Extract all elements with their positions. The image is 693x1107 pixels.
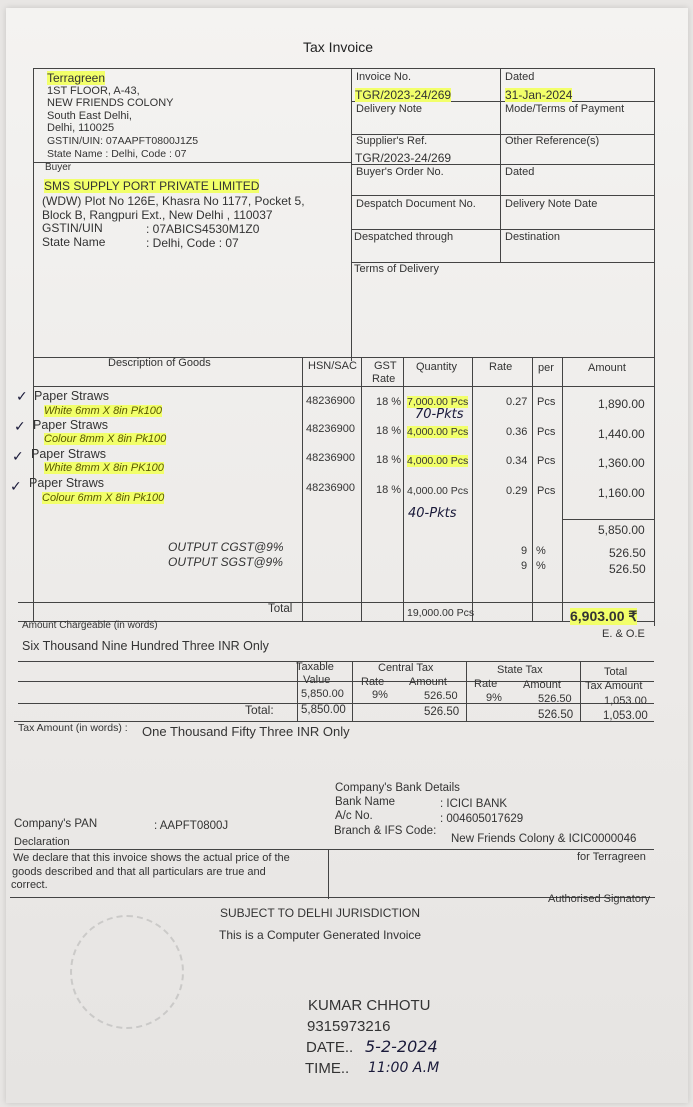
seller-address-line: Delhi, 110025 [47,122,115,134]
computer-generated: This is a Computer Generated Invoice [219,928,422,942]
tax-row-samt: 526.50 [538,693,572,705]
sgst-amount: 526.50 [609,562,646,576]
seller-state: State Name : Delhi, Code : 07 [47,148,187,160]
handwritten-note: 70-Pkts [415,407,464,422]
despatch-document-label: Despatch Document No. [356,198,476,210]
total-amount: 6,903.00 ₹ [570,608,638,624]
other-reference-label: Other Reference(s) [505,135,600,147]
total-tax-head: Total [604,666,628,678]
header-divider [351,68,352,361]
tax-totals-taxable: 5,850.00 [301,704,346,716]
check-mark-icon: ✓ [10,479,22,495]
item-per: Pcs [537,426,556,438]
item-hsn: 48236900 [306,423,355,435]
item-hsn: 48236900 [306,482,355,494]
check-mark-icon: ✓ [14,419,26,435]
item-gst: 18 % [376,396,402,408]
state-tax-head: State Tax [497,664,543,676]
buyer-gstin: : 07ABICS4530M1Z0 [146,222,260,236]
page-title: Tax Invoice [303,39,374,55]
pan-value: : AAPFT0800J [154,820,229,832]
tax-row-srate: 9% [486,692,502,704]
stamp-date-label: DATE.. [306,1039,354,1056]
frame-top [33,68,655,69]
seller-address-line: 1ST FLOOR, A-43, [47,85,140,97]
bank-title: Company's Bank Details [335,782,460,794]
central-amount-head: Amount [409,676,447,688]
item-name: Paper Straws [29,476,105,490]
vline [352,661,353,721]
item-hsn: 48236900 [306,395,355,407]
tax-row-taxable: 5,850.00 [301,688,344,700]
item-amount: 1,360.00 [598,456,645,470]
buyer-state-label: State Name [42,235,106,249]
tax-row-camt: 526.50 [424,690,458,702]
buyer-address-line: Block B, Rangpuri Ext., New Delhi , 110037 [42,208,273,222]
tax-totals-samt: 526.50 [538,709,574,721]
col-divider [472,357,473,622]
branch-label: Branch & IFS Code: [334,825,437,837]
col-gst: GST [374,360,397,372]
invoice-no: TGR/2023-24/269 [355,88,452,102]
item-rate: 0.29 [506,485,528,497]
tax-totals-label: Total: [245,703,274,717]
hline [351,229,654,230]
item-name: Paper Straws [31,447,107,461]
item-amount: 1,890.00 [598,397,645,411]
ac-no: : 004605017629 [440,813,524,825]
ac-no-label: A/c No. [335,810,373,822]
stamp-phone: 9315973216 [307,1018,391,1035]
item-gst: 18 % [376,425,402,437]
item-qty: 4,000.00 Pcs [407,485,469,497]
tax-totals-camt: 526.50 [424,706,460,718]
dated-label-2: Dated [505,166,535,178]
col-qty: Quantity [416,361,457,373]
cgst-percent: % [536,545,546,557]
tax-totals-total: 1,053.00 [603,710,648,722]
invoice-no-label: Invoice No. [356,71,412,83]
declaration-line: We declare that this invoice shows the actual price of the [13,852,290,864]
terms-delivery-label: Terms of Delivery [354,263,439,275]
declaration-line: correct. [11,879,48,891]
col-amount: Amount [588,362,626,374]
declaration-line: goods described and that all particulars are true and [12,866,266,878]
faded-seal-icon [70,915,184,1029]
vline [328,849,329,899]
frame-left [33,68,34,622]
subtotal: 5,850.00 [598,523,645,537]
suppliers-ref-label: Supplier's Ref. [356,135,428,147]
vline [580,661,581,721]
tax-words: One Thousand Fifty Three INR Only [142,724,350,739]
item-per: Pcs [537,485,556,497]
col-divider [361,357,362,622]
items-header-bottom [33,386,654,387]
item-sub: Colour 6mm X 8in Pk100 [42,492,165,504]
total-qty: 19,000.00 Pcs [407,607,475,619]
stamp-name: KUMAR CHHOTU [308,997,431,1014]
col-per: per [538,362,554,374]
total-tax-head-2: Tax Amount [585,680,643,692]
col-rate: Rate [489,361,513,373]
item-rate: 0.27 [506,396,528,408]
state-rate-head: Rate [474,678,498,690]
hline [351,195,654,196]
stamp-date: 5-2-2024 [365,1037,438,1056]
item-per: Pcs [537,455,556,467]
buyer-label: Buyer [45,162,72,173]
suppliers-ref: TGR/2023-24/269 [355,151,452,165]
state-amount-head: Amount [523,679,561,691]
seller-address-line: NEW FRIENDS COLONY [47,97,174,109]
buyer-address-line: (WDW) Plot No 126E, Khasra No 1177, Pocket 5, [42,194,305,208]
declaration-label: Declaration [14,836,70,848]
item-gst: 18 % [376,454,402,466]
bank-name-label: Bank Name [335,796,396,808]
cgst-amount: 526.50 [609,546,646,560]
col-desc: Description of Goods [108,357,211,369]
col-divider [302,357,303,622]
pan-label: Company's PAN [14,818,98,830]
item-sub: White 8mm X 8in PK100 [44,462,164,474]
item-qty: 7,000.00 Pcs [407,396,469,408]
despatched-through-label: Despatched through [354,231,454,243]
seller-name: Terragreen [47,71,106,85]
tax-words-label: Tax Amount (in words) : [18,722,128,734]
tax-row-crate: 9% [372,689,388,701]
taxable-head: Taxable [296,661,334,673]
sgst-percent: % [536,560,546,572]
amount-words: Six Thousand Nine Hundred Three INR Only [22,639,269,653]
seller-address-line: South East Delhi, [47,110,132,122]
item-rate: 0.34 [506,455,528,467]
item-hsn: 48236900 [306,452,355,464]
hline [33,162,351,163]
cgst-rate: 9 [521,545,528,557]
central-tax-head: Central Tax [378,662,434,674]
handwritten-note: 40-Pkts [408,506,457,521]
col-divider [532,357,533,622]
cgst-label: OUTPUT CGST@9% [168,540,284,554]
total-row-top [18,602,654,603]
buyer-gstin-label: GSTIN/UIN [42,221,103,235]
dated-label: Dated [505,71,535,83]
check-mark-icon: ✓ [12,449,24,465]
buyer-state: : Delhi, Code : 07 [146,236,239,250]
vline [466,661,467,721]
col-hsn: HSN/SAC [308,360,357,372]
item-gst: 18 % [376,484,402,496]
stamp-time: 11:00 A.M [368,1060,440,1076]
authorised-signatory: Authorised Signatory [548,893,651,905]
item-qty: 4,000.00 Pcs [407,426,469,438]
item-amount: 1,160.00 [598,486,645,500]
for-company: for Terragreen [577,851,646,863]
item-rate: 0.36 [506,426,528,438]
col-divider [562,357,563,622]
tax-row-total: 1,053.00 [604,695,647,707]
col-gst-rate: Rate [372,373,396,385]
check-mark-icon: ✓ [16,389,28,405]
buyers-order-label: Buyer's Order No. [356,166,444,178]
item-name: Paper Straws [34,389,110,403]
item-amount: 1,440.00 [598,427,645,441]
delivery-note-label: Delivery Note [356,103,423,115]
item-per: Pcs [537,396,556,408]
col-divider [403,357,404,622]
destination-label: Destination [505,231,561,243]
item-sub: White 6mm X 8in Pk100 [44,405,162,417]
sgst-label: OUTPUT SGST@9% [168,555,283,569]
subtotal-line [563,519,654,520]
item-name: Paper Straws [33,418,109,432]
amount-words-label: Amount Chargeable (in words) [22,620,158,631]
hline [18,661,654,662]
header-divider-2 [500,68,501,262]
delivery-note-date-label: Delivery Note Date [505,198,598,210]
mode-terms-label: Mode/Terms of Payment [505,103,625,115]
item-sub: Colour 8mm X 8in Pk100 [44,433,167,445]
eoe: E. & O.E [602,628,645,640]
item-qty: 4,000.00 Pcs [407,455,469,467]
bank-name: : ICICI BANK [440,798,508,810]
total-label: Total [268,603,293,615]
value-head: Value [303,674,331,686]
branch-ifsc: New Friends Colony & ICIC0000046 [451,833,637,845]
stamp-time-label: TIME.. [305,1060,350,1077]
jurisdiction: SUBJECT TO DELHI JURISDICTION [220,906,421,920]
frame-right [654,68,655,626]
hline [14,849,654,850]
sgst-rate: 9 [521,560,528,572]
invoice-date: 31-Jan-2024 [505,88,573,102]
seller-gstin: GSTIN/UIN: 07AAPFT0800J1Z5 [47,135,199,147]
buyer-name: SMS SUPPLY PORT PRIVATE LIMITED [44,179,260,193]
central-rate-head: Rate [361,676,385,688]
